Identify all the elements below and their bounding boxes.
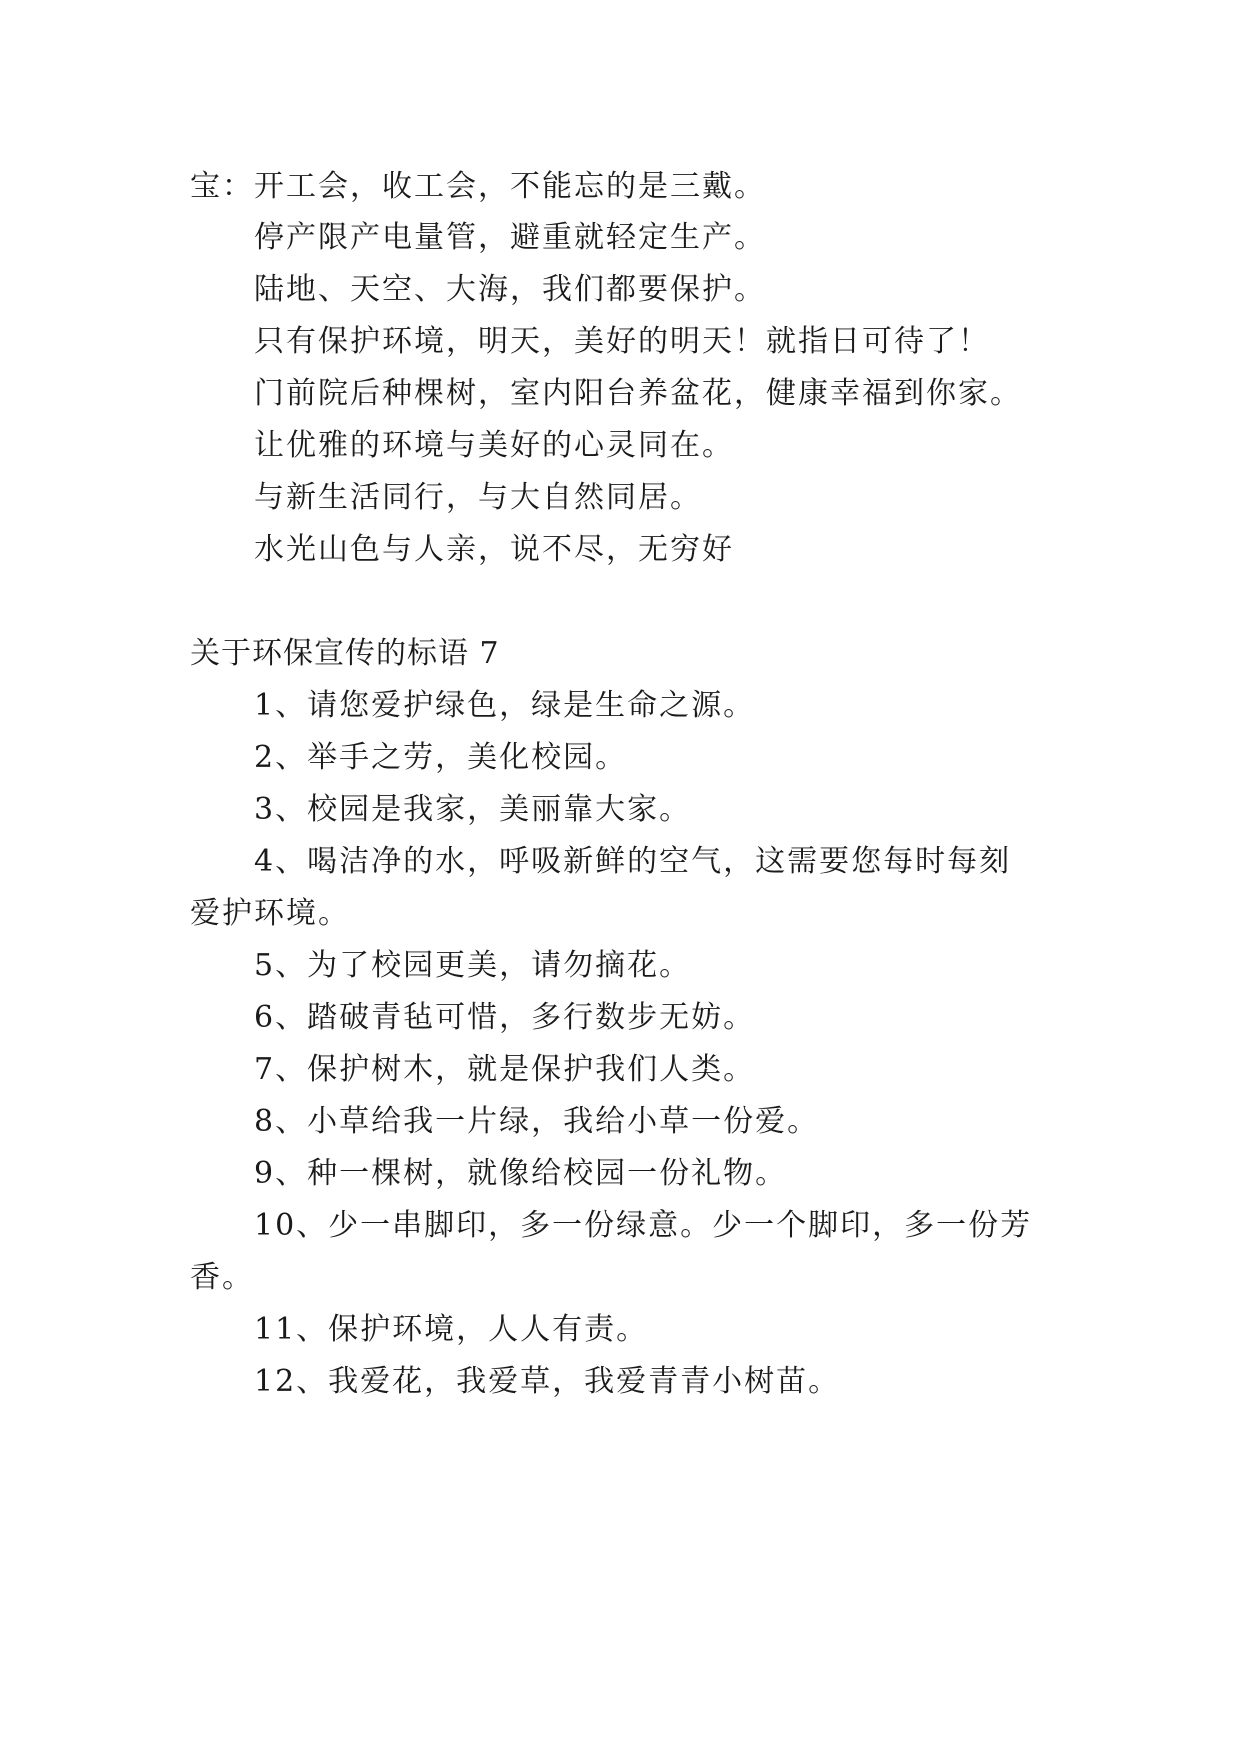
list-item: 8、小草给我一片绿，我给小草一份爱。 [254, 1104, 820, 1139]
list-item: 6、踏破青毡可惜，多行数步无妨。 [254, 1000, 756, 1035]
text-line: 门前院后种棵树，室内阳台养盆花，健康幸福到你家。 [254, 376, 1022, 411]
text-line: 宝：开工会，收工会，不能忘的是三戴。 [190, 169, 766, 204]
list-item-continuation: 爱护环境。 [190, 896, 350, 931]
list-item: 12、我爱花，我爱草，我爱青青小树苗。 [254, 1364, 841, 1399]
list-item: 1、请您爱护绿色，绿是生命之源。 [254, 688, 756, 723]
text-line: 停产限产电量管，避重就轻定生产。 [254, 220, 766, 255]
text-line: 与新生活同行，与大自然同居。 [254, 480, 702, 515]
list-item: 4、喝洁净的水，呼吸新鲜的空气，这需要您每时每刻 [254, 844, 1012, 879]
section-title: 关于环保宣传的标语 7 [190, 636, 500, 671]
text-line: 陆地、天空、大海，我们都要保护。 [254, 272, 766, 307]
list-item: 9、种一棵树，就像给校园一份礼物。 [254, 1156, 788, 1191]
text-line: 只有保护环境，明天，美好的明天！就指日可待了！ [254, 324, 990, 359]
list-item: 5、为了校园更美，请勿摘花。 [254, 948, 692, 983]
text-line: 让优雅的环境与美好的心灵同在。 [254, 428, 734, 463]
list-item: 11、保护环境，人人有责。 [254, 1312, 649, 1347]
list-item-continuation: 香。 [190, 1260, 254, 1295]
list-item: 3、校园是我家，美丽靠大家。 [254, 792, 692, 827]
list-item: 10、少一串脚印，多一份绿意。少一个脚印，多一份芳 [254, 1208, 1033, 1243]
list-item: 2、举手之劳，美化校园。 [254, 740, 628, 775]
list-item: 7、保护树木，就是保护我们人类。 [254, 1052, 756, 1087]
text-line: 水光山色与人亲，说不尽，无穷好 [254, 532, 734, 567]
